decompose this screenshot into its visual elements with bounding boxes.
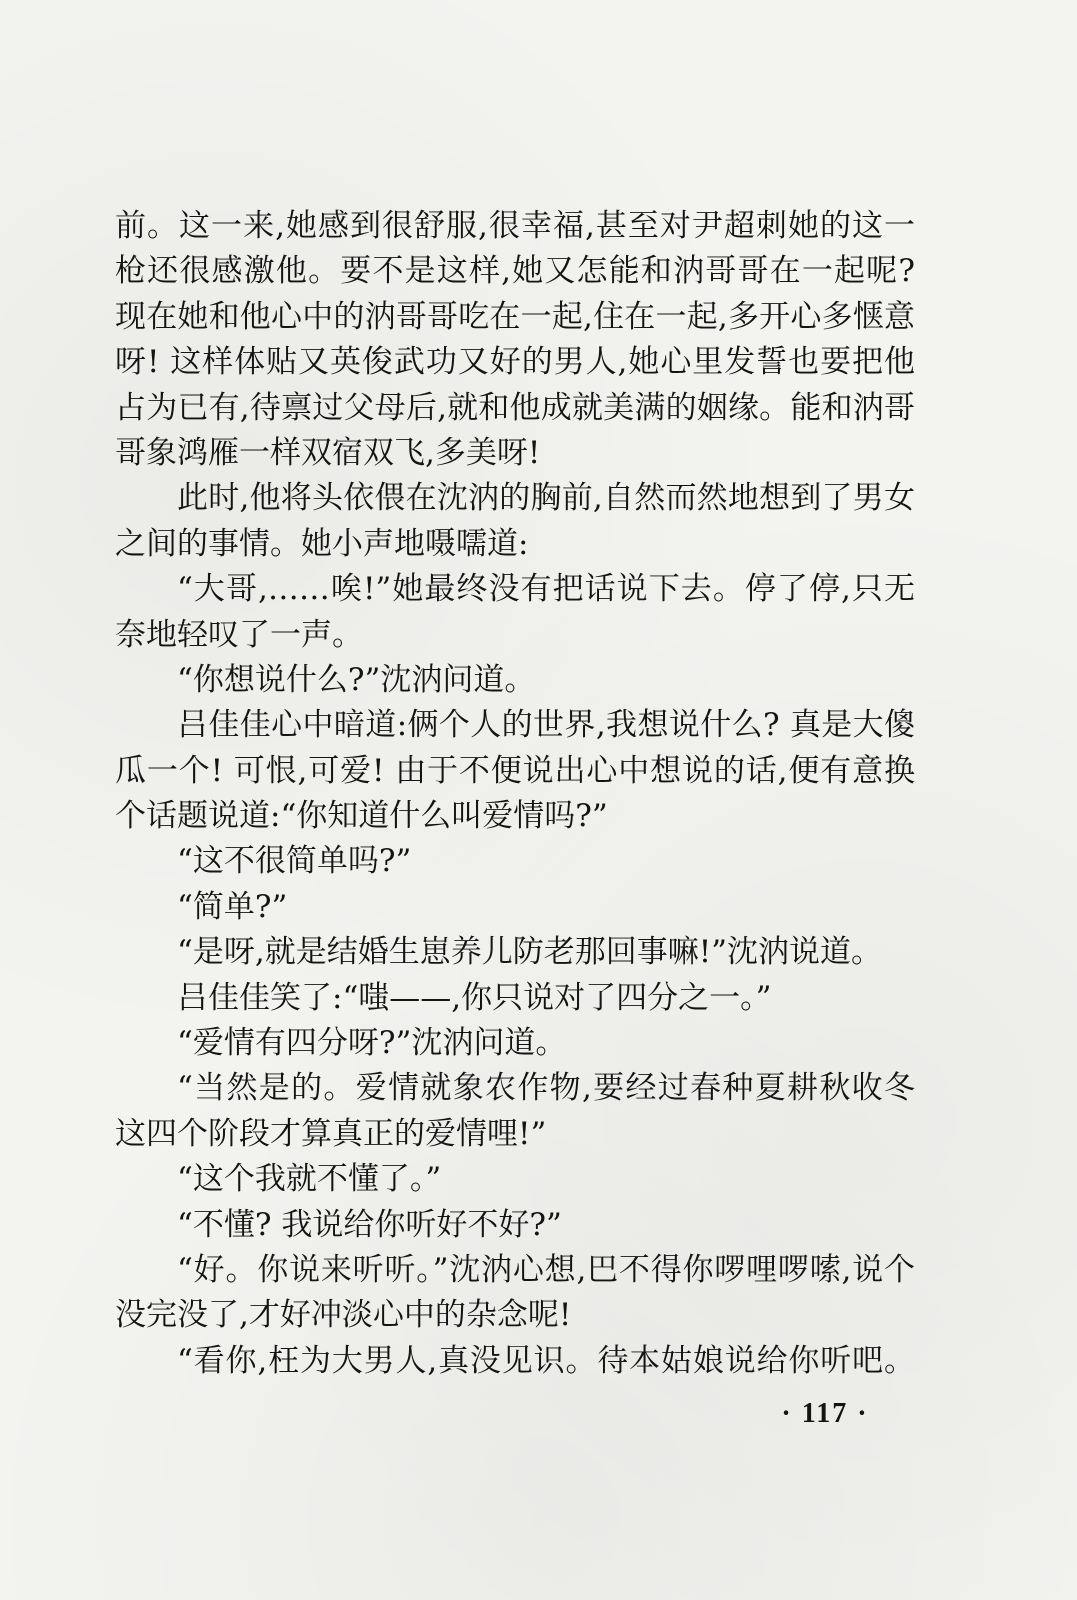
text-line: 吕佳佳笑了:“嗤——,你只说对了四分之一。” — [177, 979, 772, 1016]
text-line: 现在她和他心中的汭哥哥吃在一起,住在一起,多开心多惬意 — [115, 298, 915, 335]
text-line: 奈地轻叹了一声。 — [115, 616, 363, 653]
text-line: 这四个阶段才算真正的爱情哩!” — [115, 1115, 547, 1152]
text-line: 此时,他将头依偎在沈汭的胸前,自然而然地想到了男女 — [177, 480, 915, 517]
text-line: “爱情有四分呀?”沈汭问道。 — [177, 1025, 567, 1062]
text-line: 哥象鸿雁一样双宿双飞,多美呀! — [115, 434, 541, 471]
text-line: “当然是的。爱情就象农作物,要经过春种夏耕秋收冬 — [177, 1070, 915, 1107]
text-line: 枪还很感激他。要不是这样,她又怎能和汭哥哥在一起呢? — [115, 253, 915, 290]
text-line: “好。你说来听听。”沈汭心想,巴不得你啰哩啰嗦,说个 — [177, 1251, 915, 1288]
page-number: · 117 · — [781, 1398, 869, 1429]
text-line: 占为已有,待禀过父母后,就和他成就美满的姻缘。能和汭哥 — [115, 389, 915, 426]
text-line: “不懂? 我说给你听好不好?” — [177, 1206, 562, 1243]
text-line: “这不很简单吗?” — [177, 843, 412, 880]
text-line: 个话题说道:“你知道什么叫爱情吗?” — [115, 798, 608, 835]
text-line: “你想说什么?”沈汭问道。 — [177, 661, 536, 698]
text-line: 之间的事情。她小声地嗫嚅道: — [115, 525, 529, 562]
text-line: 瓜一个! 可恨,可爱! 由于不便说出心中想说的话,便有意换 — [115, 752, 915, 789]
body-text — [115, 204, 915, 1384]
text-line: 前。这一来,她感到很舒服,很幸福,甚至对尹超刺她的这一 — [115, 208, 915, 244]
text-line: 吕佳佳心中暗道:俩个人的世界,我想说什么? 真是大傻 — [177, 707, 915, 744]
text-line: 呀! 这样体贴又英俊武功又好的男人,她心里发誓也要把他 — [115, 344, 915, 381]
text-line: “这个我就不懂了。” — [177, 1161, 442, 1198]
text-line: “看你,枉为大男人,真没见识。待本姑娘说给你听吧。 — [177, 1342, 915, 1379]
text-line: 没完没了,才好冲淡心中的杂念呢! — [115, 1297, 572, 1334]
text-line: “是呀,就是结婚生崽养儿防老那回事嘛!”沈汭说道。 — [177, 934, 883, 971]
text-line: “简单?” — [177, 888, 288, 925]
text-line: “大哥,……唉!”她最终没有把话说下去。停了停,只无 — [177, 571, 915, 608]
